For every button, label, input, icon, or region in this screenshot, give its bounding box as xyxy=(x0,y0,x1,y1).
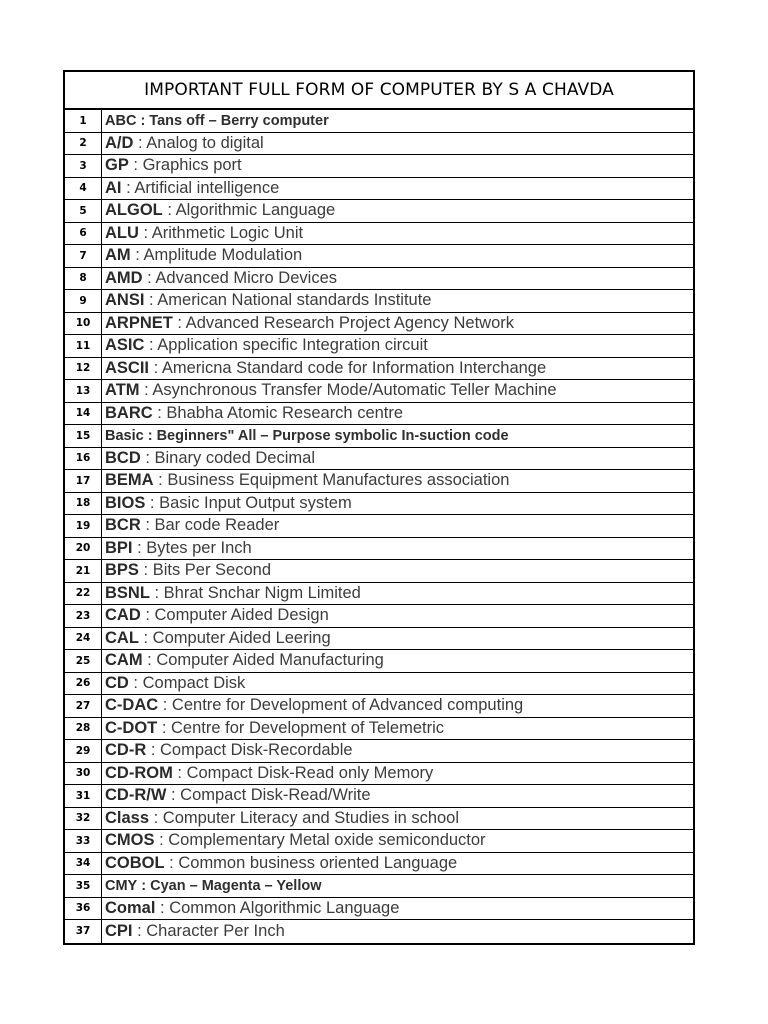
full-form: : Americna Standard code for Information Interchange xyxy=(149,358,547,377)
row-entry xyxy=(102,245,693,267)
abbreviation: ANSI xyxy=(105,291,145,310)
table-row xyxy=(65,740,693,763)
row-number: 34 xyxy=(65,853,102,875)
table-row xyxy=(65,583,693,606)
full-form: : Artificial intelligence xyxy=(121,178,280,197)
abbreviation: A/D xyxy=(105,133,134,152)
table-row xyxy=(65,808,693,831)
row-entry xyxy=(102,538,693,560)
row-entry xyxy=(102,560,693,582)
row-entry xyxy=(102,785,693,807)
table-row xyxy=(65,493,693,516)
row-number: 29 xyxy=(65,740,102,762)
full-form: : Common Algorithmic Language xyxy=(155,898,400,917)
full-form: : Computer Aided Design xyxy=(140,606,329,625)
abbreviation: ARPNET xyxy=(105,313,173,332)
table-row xyxy=(65,245,693,268)
row-entry xyxy=(102,830,693,852)
full-form: : Bits Per Second xyxy=(138,561,272,580)
table-row xyxy=(65,268,693,291)
abbreviation: CMY xyxy=(105,877,138,894)
abbreviation: CD-R xyxy=(105,741,147,760)
abbreviation: BSNL xyxy=(105,583,150,602)
row-entry xyxy=(102,605,693,627)
abbreviation: ALU xyxy=(105,223,139,242)
table-row xyxy=(65,605,693,628)
full-form: : Compact Disk-Recordable xyxy=(146,741,353,760)
table-body xyxy=(65,110,693,943)
table-row xyxy=(65,335,693,358)
row-number: 19 xyxy=(65,515,102,537)
row-entry xyxy=(102,650,693,672)
row-number: 20 xyxy=(65,538,102,560)
full-form: : Common business oriented Language xyxy=(164,853,458,872)
row-number: 1 xyxy=(65,110,102,132)
full-form: : Amplitude Modulation xyxy=(130,246,303,265)
row-entry xyxy=(102,268,693,290)
abbreviation: CD xyxy=(105,673,129,692)
row-number: 18 xyxy=(65,493,102,515)
full-form: : Computer Literacy and Studies in school xyxy=(149,808,460,827)
row-number: 11 xyxy=(65,335,102,357)
full-form: : Analog to digital xyxy=(133,133,264,152)
table-row xyxy=(65,313,693,336)
full-form: : Business Equipment Manufactures association xyxy=(153,471,510,490)
full-form: : Advanced Micro Devices xyxy=(142,268,337,287)
abbreviation: C-DAC xyxy=(105,696,159,715)
full-form: : Centre for Development of Advanced computing xyxy=(158,696,524,715)
row-entry xyxy=(102,358,693,380)
table-row xyxy=(65,853,693,876)
row-number: 22 xyxy=(65,583,102,605)
full-form: : Bar code Reader xyxy=(140,516,280,535)
row-number: 37 xyxy=(65,920,102,943)
abbreviation: Comal xyxy=(105,898,156,917)
abbreviation: BCD xyxy=(105,448,141,467)
row-number: 14 xyxy=(65,403,102,425)
abbreviation: BEMA xyxy=(105,471,154,490)
table-row xyxy=(65,785,693,808)
abbreviation: ABC xyxy=(105,112,137,129)
table-row xyxy=(65,875,693,898)
abbreviation: AM xyxy=(105,246,131,265)
table-row xyxy=(65,110,693,133)
row-number: 4 xyxy=(65,178,102,200)
abbreviation: ALGOL xyxy=(105,201,163,220)
full-form: : Cyan – Magenta – Yellow xyxy=(137,877,322,894)
abbreviation: ASIC xyxy=(105,336,145,355)
row-entry xyxy=(102,695,693,717)
row-number: 27 xyxy=(65,695,102,717)
full-form: : Binary coded Decimal xyxy=(140,448,315,467)
table-row xyxy=(65,200,693,223)
table-row xyxy=(65,448,693,471)
row-number: 25 xyxy=(65,650,102,672)
abbreviation: CD-ROM xyxy=(105,763,173,782)
row-entry xyxy=(102,380,693,402)
abbreviation: AMD xyxy=(105,268,143,287)
abbreviation: GP xyxy=(105,156,129,175)
row-number: 30 xyxy=(65,763,102,785)
row-number: 35 xyxy=(65,875,102,897)
row-number: 15 xyxy=(65,425,102,447)
table-row xyxy=(65,133,693,156)
table-title: IMPORTANT FULL FORM OF COMPUTER BY S A CHAVDA xyxy=(65,72,693,110)
full-form: : Tans off – Berry computer xyxy=(136,112,329,129)
full-form: : Compact Disk xyxy=(128,673,246,692)
abbreviation: ATM xyxy=(105,381,140,400)
row-entry xyxy=(102,920,693,943)
table-row xyxy=(65,380,693,403)
row-number: 12 xyxy=(65,358,102,380)
row-number: 6 xyxy=(65,223,102,245)
abbreviation: BCR xyxy=(105,516,141,535)
abbreviation: CPI xyxy=(105,921,133,940)
abbreviation: CAD xyxy=(105,606,141,625)
row-number: 24 xyxy=(65,628,102,650)
row-number: 26 xyxy=(65,673,102,695)
full-form: : Asynchronous Transfer Mode/Automatic Teller Machine xyxy=(139,381,557,400)
full-form: : Complementary Metal oxide semiconductor xyxy=(154,831,486,850)
table-row xyxy=(65,898,693,921)
full-form: : Centre for Development of Telemetric xyxy=(157,718,444,737)
abbreviation: Basic xyxy=(105,427,144,444)
row-number: 32 xyxy=(65,808,102,830)
row-entry xyxy=(102,470,693,492)
row-entry xyxy=(102,808,693,830)
abbreviation: COBOL xyxy=(105,853,165,872)
row-number: 3 xyxy=(65,155,102,177)
row-number: 33 xyxy=(65,830,102,852)
abbreviation: BARC xyxy=(105,403,153,422)
abbreviation: C-DOT xyxy=(105,718,158,737)
row-entry xyxy=(102,425,693,447)
full-form: : Bytes per Inch xyxy=(132,538,252,557)
row-entry xyxy=(102,223,693,245)
abbreviation: CAL xyxy=(105,628,139,647)
row-entry xyxy=(102,740,693,762)
row-entry xyxy=(102,898,693,920)
full-form: : Compact Disk-Read only Memory xyxy=(172,763,434,782)
full-form: : Bhabha Atomic Research centre xyxy=(152,403,404,422)
table-row xyxy=(65,358,693,381)
row-entry xyxy=(102,290,693,312)
table-row xyxy=(65,470,693,493)
abbreviation: BPI xyxy=(105,538,133,557)
row-number: 31 xyxy=(65,785,102,807)
row-entry xyxy=(102,403,693,425)
table-row xyxy=(65,155,693,178)
table-row xyxy=(65,920,693,943)
table-row xyxy=(65,538,693,561)
row-number: 10 xyxy=(65,313,102,335)
table-row xyxy=(65,425,693,448)
row-number: 36 xyxy=(65,898,102,920)
row-number: 28 xyxy=(65,718,102,740)
table-row xyxy=(65,718,693,741)
full-form: : Application specific Integration circuit xyxy=(144,336,428,355)
row-number: 5 xyxy=(65,200,102,222)
row-entry xyxy=(102,583,693,605)
row-entry xyxy=(102,155,693,177)
abbreviation: CD-R/W xyxy=(105,786,167,805)
table-row xyxy=(65,763,693,786)
abbreviation: CMOS xyxy=(105,831,155,850)
row-entry xyxy=(102,718,693,740)
row-number: 7 xyxy=(65,245,102,267)
row-number: 21 xyxy=(65,560,102,582)
row-number: 17 xyxy=(65,470,102,492)
abbreviation: BIOS xyxy=(105,493,146,512)
table-row xyxy=(65,830,693,853)
full-form: : Algorithmic Language xyxy=(162,201,336,220)
full-form-table xyxy=(63,70,695,945)
row-number: 2 xyxy=(65,133,102,155)
table-row xyxy=(65,290,693,313)
full-form: : Compact Disk-Read/Write xyxy=(166,786,371,805)
row-entry xyxy=(102,515,693,537)
full-form: : Character Per Inch xyxy=(132,921,285,940)
full-form: : Computer Aided Leering xyxy=(138,628,331,647)
full-form: : Beginners" All – Purpose symbolic In-suction code xyxy=(143,427,509,444)
full-form: : American National standards Institute xyxy=(144,291,432,310)
row-number: 23 xyxy=(65,605,102,627)
row-entry xyxy=(102,875,693,897)
row-entry xyxy=(102,763,693,785)
full-form: : Bhrat Snchar Nigm Limited xyxy=(149,583,361,602)
table-row xyxy=(65,403,693,426)
row-entry xyxy=(102,673,693,695)
row-entry xyxy=(102,133,693,155)
row-entry xyxy=(102,178,693,200)
row-entry xyxy=(102,335,693,357)
abbreviation: AI xyxy=(105,178,122,197)
row-number: 16 xyxy=(65,448,102,470)
row-entry xyxy=(102,493,693,515)
abbreviation: ASCII xyxy=(105,358,150,377)
row-entry xyxy=(102,110,693,132)
table-row xyxy=(65,628,693,651)
row-entry xyxy=(102,448,693,470)
abbreviation: Class xyxy=(105,808,150,827)
table-row xyxy=(65,695,693,718)
full-form: : Computer Aided Manufacturing xyxy=(142,651,384,670)
full-form: : Arithmetic Logic Unit xyxy=(138,223,304,242)
table-row xyxy=(65,223,693,246)
row-entry xyxy=(102,853,693,875)
row-entry xyxy=(102,313,693,335)
table-row xyxy=(65,515,693,538)
table-row xyxy=(65,650,693,673)
table-row xyxy=(65,178,693,201)
abbreviation: BPS xyxy=(105,561,139,580)
table-row xyxy=(65,560,693,583)
row-entry xyxy=(102,628,693,650)
full-form: : Advanced Research Project Agency Network xyxy=(172,313,515,332)
full-form: : Basic Input Output system xyxy=(145,493,352,512)
row-number: 13 xyxy=(65,380,102,402)
row-number: 8 xyxy=(65,268,102,290)
full-form: : Graphics port xyxy=(128,156,242,175)
row-number: 9 xyxy=(65,290,102,312)
row-entry xyxy=(102,200,693,222)
abbreviation: CAM xyxy=(105,651,143,670)
table-row xyxy=(65,673,693,696)
